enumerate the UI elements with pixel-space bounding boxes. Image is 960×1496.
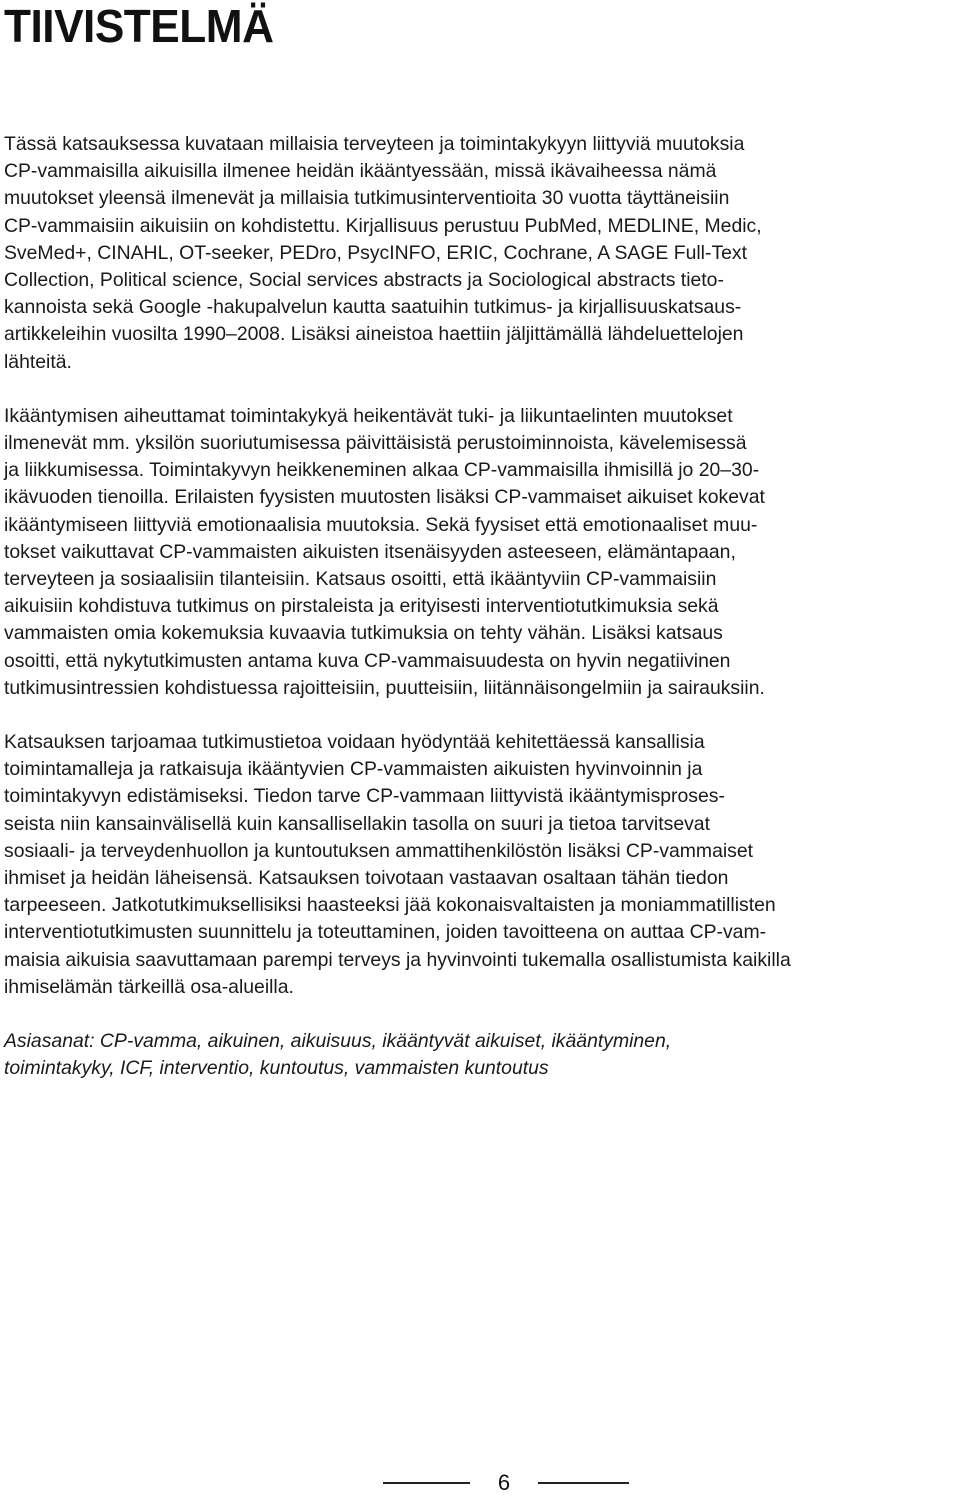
abstract-body	[4, 131, 956, 1083]
paragraph-3	[4, 729, 956, 1001]
text-line: ikävuoden tienoilla. Erilaisten fyysisten muutosten lisäksi CP-vammaiset aikuiset kokevat	[4, 486, 765, 509]
text-line: ikääntymiseen liittyviä emotionaalisia muutoksia. Sekä fyysiset että emotionaaliset muu-	[4, 513, 758, 536]
text-line: toimintamalleja ja ratkaisuja ikääntyvien CP-vammaisten aikuisten hyvinvoinnin ja	[4, 758, 703, 781]
text-line: Collection, Political science, Social services abstracts ja Sociological abstracts tieto-	[4, 269, 724, 292]
text-line: CP-vammaisiin aikuisiin on kohdistettu. Kirjallisuus perustuu PubMed, MEDLINE, Medic,	[4, 214, 762, 237]
paragraph-1	[4, 131, 956, 376]
text-line: seista niin kansainvälisellä kuin kansallisellakin tasolla on suuri ja tietoa tarvitsevat	[4, 812, 710, 835]
text-line: SveMed+, CINAHL, OT-seeker, PEDro, PsycINFO, ERIC, Cochrane, A SAGE Full-Text	[4, 241, 748, 264]
text-line: ilmenevät mm. yksilön suoriutumisessa päivittäisistä perustoiminnoista, kävelemisessä	[4, 432, 747, 455]
text-line: toimintakyvyn edistämiseksi. Tiedon tarve CP-vammaan liittyvistä ikääntymisproses-	[4, 785, 725, 808]
page-number: 6	[497, 1470, 511, 1495]
text-line: tutkimusintressien kohdistuessa rajoitteisiin, puutteisiin, liitännäisongelmiin ja sairauksiin.	[4, 676, 765, 699]
keywords-line: Asiasanat: CP-vamma, aikuinen, aikuisuus, ikääntyvät aikuiset, ikääntyminen,	[4, 1030, 672, 1053]
text-line: ihmiselämän tärkeillä osa-alueilla.	[4, 975, 294, 998]
text-line: tarpeeseen. Jatkotutkimuksellisiksi haasteeksi jää kokonaisvaltaisten ja moniammatillisten	[4, 894, 776, 917]
footer-rule-left	[383, 1482, 470, 1484]
paragraph-spacer	[4, 376, 956, 403]
text-line: tokset vaikuttavat CP-vammaisten aikuisten itsenäisyyden asteeseen, elämäntapaan,	[4, 540, 736, 563]
paragraph-spacer	[4, 1001, 956, 1028]
page-title: TIIVISTELMÄ	[4, 0, 274, 52]
text-line: CP-vammaisilla aikuisilla ilmenee heidän ikääntyessään, missä ikävaiheessa nämä	[4, 160, 717, 183]
footer-rule-right	[538, 1482, 629, 1484]
text-line: aikuisiin kohdistuva tutkimus on pirstaleista ja erityisesti interventiotutkimuksia sekä	[4, 595, 719, 618]
text-line: Tässä katsauksessa kuvataan millaisia terveyteen ja toimintakykyyn liittyviä muutoksia	[4, 133, 745, 155]
text-line: artikkeleihin vuosilta 1990–2008. Lisäksi aineistoa haettiin jäljittämällä lähdeluettelojen	[4, 323, 744, 346]
keywords-line: toimintakyky, ICF, interventio, kuntoutus, vammaisten kuntoutus	[4, 1057, 549, 1080]
text-line: vammaisten omia kokemuksia kuvaavia tutkimuksia on tehty vähän. Lisäksi katsaus	[4, 622, 723, 645]
text-line: lähteitä.	[4, 350, 72, 373]
text-line: interventiotutkimusten suunnittelu ja toteuttaminen, joiden tavoitteena on auttaa CP-vam-	[4, 921, 767, 944]
text-line: muutokset yleensä ilmenevät ja millaisia tutkimusinterventioita 30 vuotta täyttäneisiin	[4, 187, 730, 210]
text-line: ja liikkumisessa. Toimintakyvyn heikkeneminen alkaa CP-vammaisilla ihmisillä jo 20–30-	[4, 459, 760, 482]
text-line: Ikääntymisen aiheuttamat toimintakykyä heikentävät tuki- ja liikuntaelinten muutokset	[4, 404, 733, 427]
text-line: terveyteen ja sosiaalisiin tilanteisiin. Katsaus osoitti, että ikääntyviin CP-vammaisiin	[4, 568, 717, 591]
text-line: ihmiset ja heidän läheisensä. Katsauksen toivotaan vastaavan osaltaan tähän tiedon	[4, 867, 729, 890]
text-line: osoitti, että nykytutkimusten antama kuva CP-vammaisuudesta on hyvin negatiivinen	[4, 649, 731, 672]
paragraph-2	[4, 403, 956, 702]
text-line: Katsauksen tarjoamaa tutkimustietoa voidaan hyödyntää kehitettäessä kansallisia	[4, 731, 705, 754]
text-line: sosiaali- ja terveydenhuollon ja kuntoutuksen ammattihenkilöstön lisäksi CP-vammaiset	[4, 839, 754, 862]
paragraph-spacer	[4, 702, 956, 729]
text-line: kannoista sekä Google -hakupalvelun kautta saatuihin tutkimus- ja kirjallisuuskatsaus-	[4, 296, 742, 319]
text-line: maisia aikuisia saavuttamaan parempi terveys ja hyvinvointi tukemalla osallistumista kaikilla	[4, 948, 791, 971]
keywords	[4, 1028, 956, 1082]
